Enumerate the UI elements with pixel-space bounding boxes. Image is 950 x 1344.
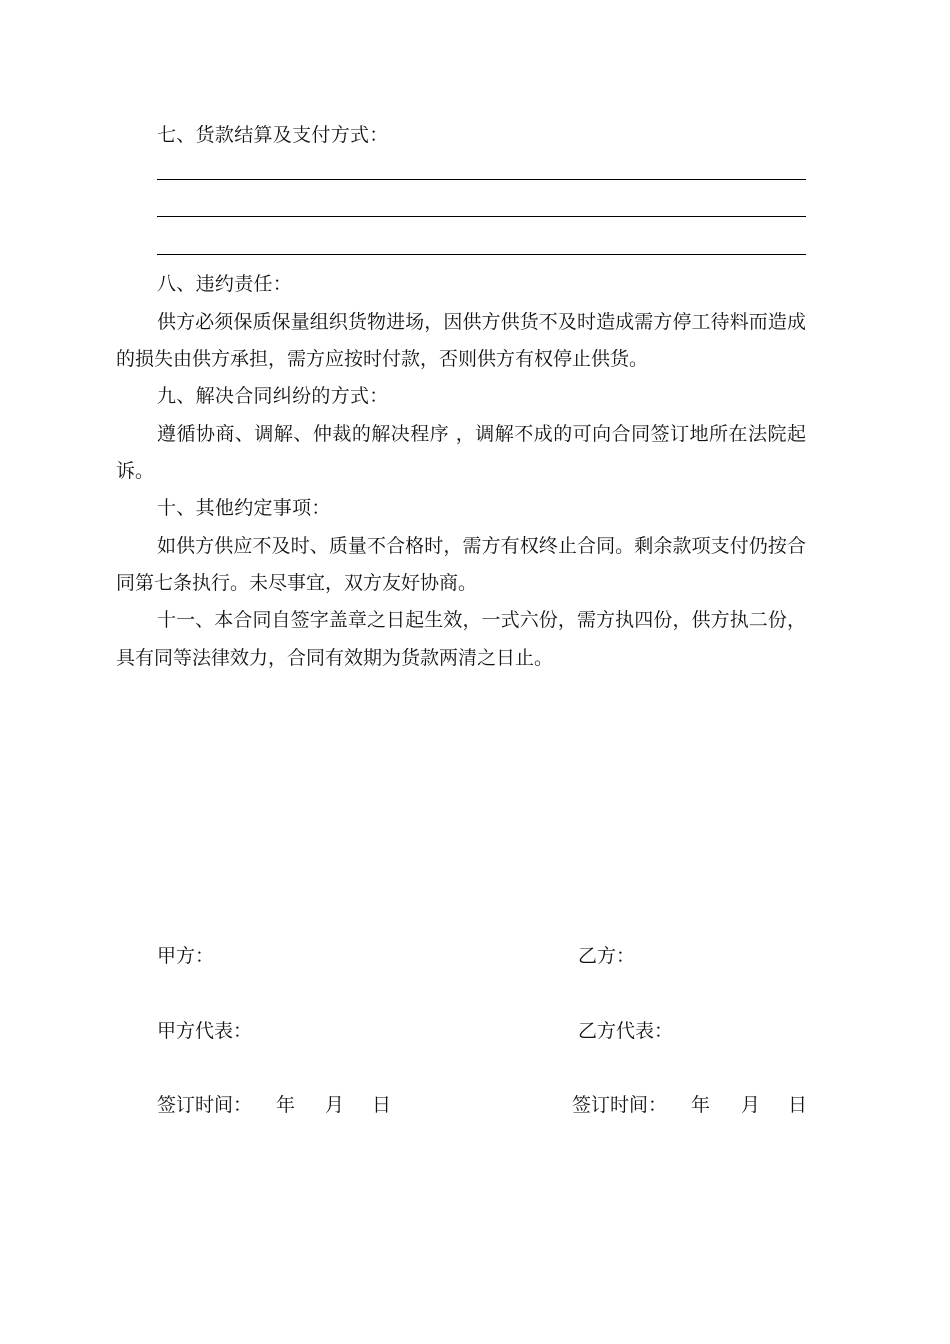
party-a-month: 月 <box>325 1094 345 1116</box>
section11-body-line2: 具有同等法律效力，合同有效期为货款两清之日止。 <box>116 647 554 669</box>
party-a-label: 甲方： <box>157 945 215 967</box>
section11-body-line1: 十一、本合同自签字盖章之日起生效，一式六份，需方执四份，供方执二份， <box>157 609 806 631</box>
section10-body-line1: 如供方供应不及时、质量不合格时，需方有权终止合同。剩余款项支付仍按合 <box>157 535 806 557</box>
section7-heading: 七、货款结算及支付方式： <box>157 124 389 146</box>
party-b-rep-label: 乙方代表： <box>578 1020 674 1042</box>
party-b-day: 日 <box>788 1094 808 1116</box>
blank-line-1 <box>157 179 806 180</box>
section8-heading: 八、违约责任： <box>157 273 293 295</box>
section9-body-line2: 诉。 <box>116 460 155 482</box>
party-a-day: 日 <box>372 1094 392 1116</box>
party-b-label: 乙方： <box>578 945 636 967</box>
party-a-rep-label: 甲方代表： <box>157 1020 253 1042</box>
party-a-sign-date-label: 签订时间： <box>157 1094 253 1116</box>
section8-body-line1: 供方必须保质保量组织货物进场，因供方供货不及时造成需方停工待料而造成 <box>157 311 806 333</box>
blank-line-3 <box>157 254 806 255</box>
party-b-month: 月 <box>741 1094 761 1116</box>
party-b-sign-date-label: 签订时间： <box>572 1094 668 1116</box>
section10-body-line2: 同第七条执行。未尽事宜，双方友好协商。 <box>116 572 478 594</box>
blank-line-2 <box>157 216 806 217</box>
party-b-year: 年 <box>691 1094 711 1116</box>
section9-body-line1: 遵循协商、调解、仲裁的解决程序 ，调解不成的可向合同签订地所在法院起 <box>157 423 806 445</box>
section8-body-line2: 的损失由供方承担，需方应按时付款，否则供方有权停止供货。 <box>116 348 649 370</box>
section10-heading: 十、其他约定事项： <box>157 497 331 519</box>
party-a-year: 年 <box>276 1094 296 1116</box>
section9-heading: 九、解决合同纠纷的方式： <box>157 385 389 407</box>
